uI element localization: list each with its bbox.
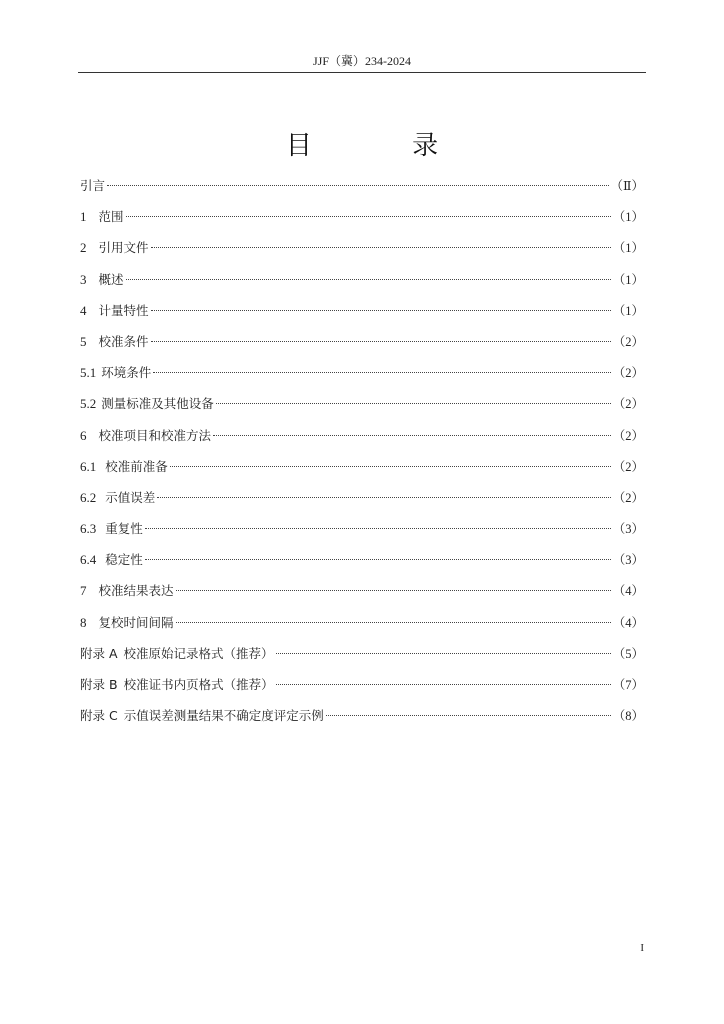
dot-leader: [176, 590, 611, 591]
toc-entry-number: 6.3: [80, 521, 97, 537]
toc-entry-label: 校准项目和校准方法: [98, 427, 212, 443]
dot-leader: [151, 247, 611, 248]
toc-entry-page: （5）: [612, 646, 644, 661]
toc-entry-label: 示值误差: [105, 489, 156, 505]
toc-entry-page: （2）: [612, 428, 644, 443]
dot-leader: [326, 715, 611, 716]
toc-entry-page: （2）: [612, 334, 644, 349]
toc-entry-number: 1: [80, 209, 87, 225]
toc-entry-appendix-c[interactable]: [80, 703, 644, 734]
table-of-contents: [80, 173, 644, 734]
toc-entry-label: 引用文件: [98, 240, 149, 256]
toc-entry-page: （3）: [612, 553, 644, 568]
toc-entry-number: 6.1: [80, 458, 97, 474]
toc-entry-number: 8: [80, 614, 87, 630]
toc-entry-number: 6.2: [80, 489, 97, 505]
toc-entry-number: 附录 B: [80, 677, 118, 692]
toc-entry-number: 3: [80, 271, 87, 287]
toc-entry-stability[interactable]: [80, 547, 644, 578]
toc-entry-number: 附录 A: [80, 645, 118, 661]
toc-entry-calibration-items-methods[interactable]: [80, 423, 644, 454]
toc-entry-page: （Ⅱ）: [610, 179, 644, 193]
toc-entry-pre-calibration-preparation[interactable]: [80, 454, 644, 485]
dot-leader: [126, 279, 611, 280]
toc-entry-page: （2）: [612, 397, 644, 412]
dot-leader: [276, 653, 611, 654]
dot-leader: [176, 622, 611, 623]
dot-leader: [213, 435, 611, 436]
toc-entry-page: （2）: [612, 490, 644, 505]
toc-entry-label: 校准条件: [98, 333, 149, 349]
dot-leader: [151, 341, 611, 342]
toc-entry-indication-error[interactable]: [80, 485, 644, 516]
toc-entry-number: 7: [80, 583, 87, 599]
toc-entry-number: 5.2: [80, 396, 97, 412]
toc-entry-page: （7）: [612, 678, 644, 692]
toc-entry-page: （1）: [612, 241, 644, 256]
toc-entry-page: （1）: [612, 272, 644, 287]
toc-entry-label: 引言: [80, 178, 106, 193]
dot-leader: [145, 559, 611, 560]
toc-entry-label: 校准原始记录格式（推荐）: [123, 645, 274, 661]
toc-entry-label: 计量特性: [98, 302, 149, 318]
toc-entry-label: 校准证书内页格式（推荐）: [123, 677, 274, 692]
toc-entry-label: 环境条件: [101, 365, 152, 381]
toc-entry-appendix-b[interactable]: [80, 672, 644, 703]
toc-entry-number: 附录 C: [80, 708, 118, 724]
toc-entry-introduction[interactable]: [80, 173, 644, 204]
toc-entry-scope[interactable]: [80, 204, 644, 235]
toc-entry-page: （2）: [612, 459, 644, 474]
toc-entry-label: 范围: [98, 209, 124, 225]
toc-entry-appendix-a[interactable]: [80, 641, 644, 672]
dot-leader: [151, 310, 611, 311]
dot-leader: [216, 403, 611, 404]
toc-entry-page: （4）: [612, 615, 644, 630]
toc-entry-label: 校准结果表达: [98, 583, 174, 599]
toc-entry-environmental-conditions[interactable]: [80, 360, 644, 391]
toc-entry-label: 稳定性: [105, 552, 143, 568]
toc-entry-label: 示值误差测量结果不确定度评定示例: [123, 708, 324, 724]
toc-entry-overview[interactable]: [80, 267, 644, 298]
toc-entry-references[interactable]: [80, 235, 644, 266]
toc-entry-page: （2）: [612, 366, 644, 381]
document-code-header: JJF（冀）234-2024: [312, 54, 411, 68]
dot-leader: [276, 684, 611, 685]
page-title: 目 录: [285, 131, 485, 161]
toc-entry-recalibration-interval[interactable]: [80, 610, 644, 641]
dot-leader: [107, 185, 608, 186]
page-number: I: [640, 942, 644, 954]
toc-entry-number: 6: [80, 427, 87, 443]
toc-entry-number: 6.4: [80, 552, 97, 568]
dot-leader: [157, 497, 610, 498]
toc-entry-repeatability[interactable]: [80, 516, 644, 547]
toc-entry-page: （1）: [612, 303, 644, 318]
toc-entry-number: 5.1: [80, 365, 97, 381]
toc-entry-number: 5: [80, 333, 87, 349]
dot-leader: [126, 216, 611, 217]
dot-leader: [170, 466, 611, 467]
header-divider: [78, 72, 646, 73]
toc-entry-label: 测量标准及其他设备: [101, 396, 214, 412]
toc-entry-calibration-results[interactable]: [80, 578, 644, 609]
toc-entry-number: 2: [80, 240, 87, 256]
dot-leader: [145, 528, 611, 529]
toc-entry-page: （3）: [612, 522, 644, 537]
toc-entry-page: （8）: [612, 709, 644, 724]
toc-entry-label: 校准前准备: [105, 458, 168, 474]
toc-entry-metrology-characteristics[interactable]: [80, 298, 644, 329]
toc-entry-label: 复校时间间隔: [98, 614, 174, 630]
toc-entry-label: 概述: [98, 271, 124, 287]
toc-entry-label: 重复性: [105, 521, 143, 537]
toc-entry-page: （1）: [612, 210, 644, 225]
toc-entry-calibration-conditions[interactable]: [80, 329, 644, 360]
dot-leader: [153, 372, 610, 373]
toc-entry-number: 4: [80, 302, 87, 318]
toc-entry-page: （4）: [612, 584, 644, 599]
toc-entry-measurement-standards[interactable]: [80, 391, 644, 422]
